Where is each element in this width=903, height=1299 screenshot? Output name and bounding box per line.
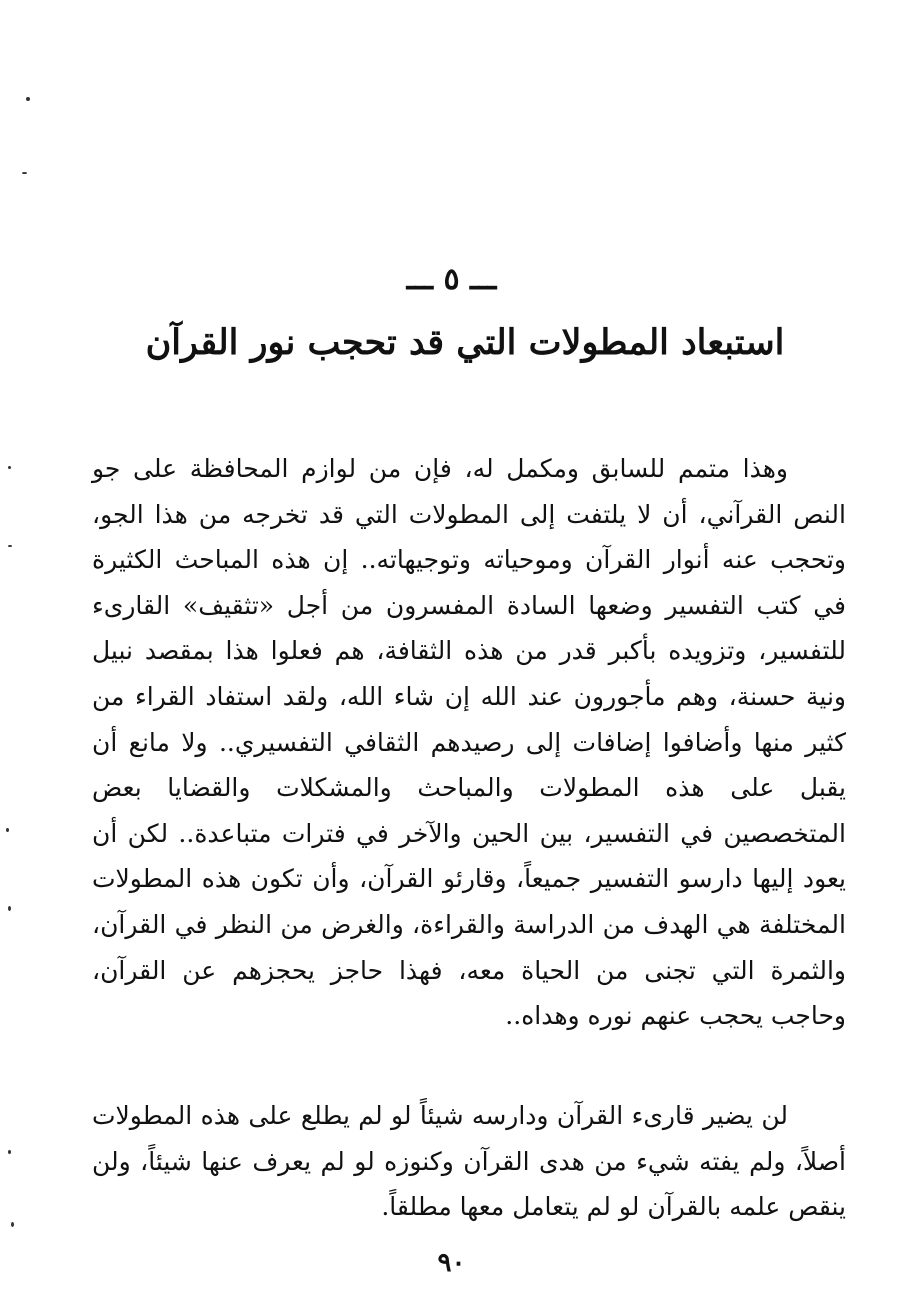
scan-speck bbox=[8, 545, 12, 547]
page-number: ٩٠ bbox=[437, 1248, 466, 1278]
scan-speck bbox=[26, 97, 30, 101]
scan-speck bbox=[6, 828, 9, 832]
scan-speck bbox=[11, 1222, 14, 1227]
scan-speck bbox=[8, 906, 11, 911]
section-title: استبعاد المطولات التي قد تحجب نور القرآن bbox=[145, 322, 785, 363]
scan-speck bbox=[8, 466, 11, 469]
scan-speck bbox=[8, 1150, 11, 1154]
body-paragraph: وهذا متمم للسابق ومكمل له، فإن من لوازم المحافظة على جو النص القرآني، أن لا يلتفت إلى المطولات التي قد تخرجه من هذا الجو، وتحجب عنه أنوار القرآن وموحياته وتوجيهاته.. إن هذه المباحث الكثيرة في كتب التفسير وضعها السادة المفسرون من أجل «تثقيف» القارىء للتفسير، وتزويده بأكبر قدر من هذه الثقافة، هم فعلوا هذا بمقصد نبيل ونية حسنة، وهم مأجورون عند الله إن شاء الله، ولقد استفاد القراء من كثير منها وأضافوا إضافات إلى رصيدهم الثقافي التفسيري.. ولا مانع أن يقبل على هذه المطولات والمباحث والمشكلات والقضايا بعض المتخصصين في التفسير، بين الحين والآخر في فترات متباعدة.. لكن أن يعود إليها دارسو التفسير جميعاً، وقارئو القرآن، وأن تكون هذه المطولات المختلفة هي الهدف من الدراسة والقراءة، والغرض من النظر في القرآن، والثمرة التي تجنى من الحياة معه، فهذا حاجز يحجزهم عن القرآن، وحاجب يحجب عنهم نوره وهداه.. bbox=[92, 454, 846, 1031]
body-paragraph: لن يضير قارىء القرآن ودارسه شيئاً لو لم يطلع على هذه المطولات أصلاً، ولم يفته شيء من هدى القرآن وكنوزه لو لم يعرف عنها شيئاً، ولن ينقص علمه بالقرآن لو لم يتعامل معها مطلقاً. bbox=[92, 1101, 846, 1222]
scan-speck bbox=[22, 172, 27, 174]
section-number: ـــ ٥ ـــ bbox=[406, 262, 497, 297]
